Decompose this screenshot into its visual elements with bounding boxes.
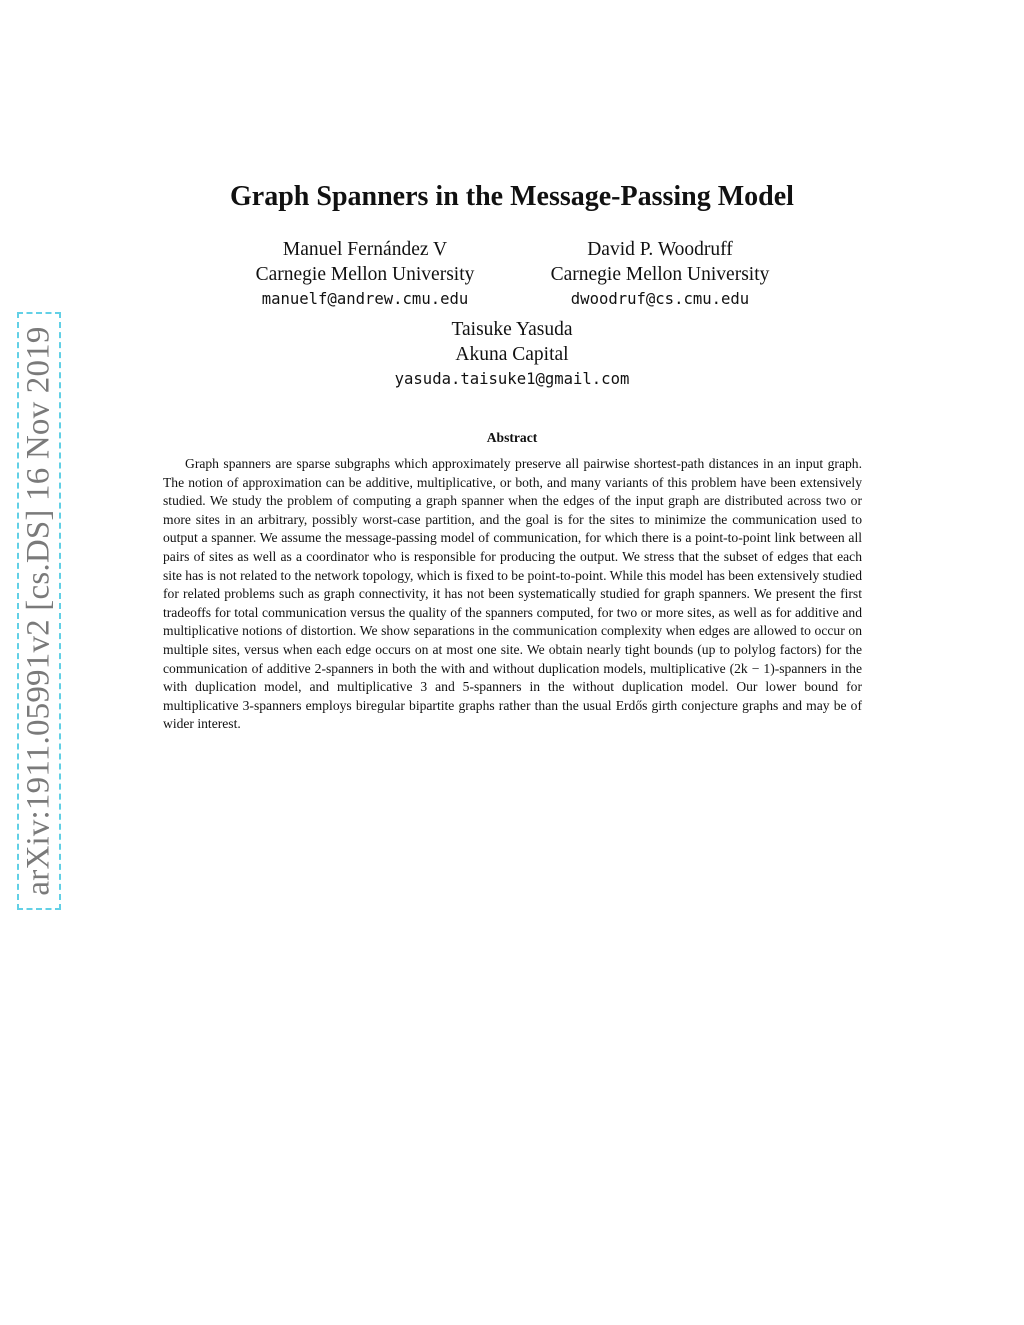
author-affiliation: Carnegie Mellon University bbox=[255, 264, 475, 285]
paper-title: Graph Spanners in the Message-Passing Model bbox=[230, 181, 794, 212]
author-email: yasuda.taisuke1@gmail.com bbox=[394, 370, 630, 388]
author-email: dwoodruf@cs.cmu.edu bbox=[570, 290, 750, 308]
author-name: Taisuke Yasuda bbox=[451, 319, 573, 340]
arxiv-stamp bbox=[17, 312, 61, 910]
author-affiliation: Akuna Capital bbox=[455, 344, 569, 365]
author-affiliation: Carnegie Mellon University bbox=[550, 264, 770, 285]
author-name: David P. Woodruff bbox=[587, 239, 733, 260]
author-name: Manuel Fernández V bbox=[282, 239, 448, 260]
author-block bbox=[215, 237, 515, 312]
author-email: manuelf@andrew.cmu.edu bbox=[261, 290, 469, 308]
arxiv-identifier: arXiv:1911.05991v2 [cs.DS] 16 Nov 2019 bbox=[20, 326, 57, 896]
abstract-body: Graph spanners are sparse subgraphs which approximately preserve all pairwise shortest-path distances in an input graph. The notion of approximation can be additive, multiplicative, or both, and many variants of this problem have been extensively studied. We study the problem of computing a graph spanner when the edges of the input graph are distributed across two or more sites in an arbitrary, possibly worst-case partition, and the goal is for the sites to minimize the communication used to output a spanner. We assume the message-passing model of communication, for which there is a point-to-point link between all pairs of sites as well as a coordinator who is responsible for producing the output. We stress that the subset of edges that each site has is not related to the network topology, which is fixed to be point-to-point. While this model has been extensively studied for related problems such as graph connectivity, it has not been systematically studied for graph spanners. We present the first tradeoffs for total communication versus the quality of the spanners computed, for two or more sites, as well as for additive and multiplicative notions of distortion. We show separations in the communication complexity when edges are allowed to occur on multiple sites, versus when each edge occurs on at most one site. We obtain nearly tight bounds (up to polylog factors) for the communication of additive 2-spanners in both the with and without duplication models, multiplicative (2k − 1)-spanners in the with duplication model, and multiplicative 3 and 5-spanners in the without duplication model. Our lower bound for multiplicative 3-spanners employs biregular bipartite graphs rather than the usual Erdős girth conjecture graphs and may be of wider interest. bbox=[163, 456, 862, 732]
author-block bbox=[362, 317, 662, 392]
abstract-heading: Abstract bbox=[486, 430, 538, 445]
author-block bbox=[510, 237, 810, 312]
